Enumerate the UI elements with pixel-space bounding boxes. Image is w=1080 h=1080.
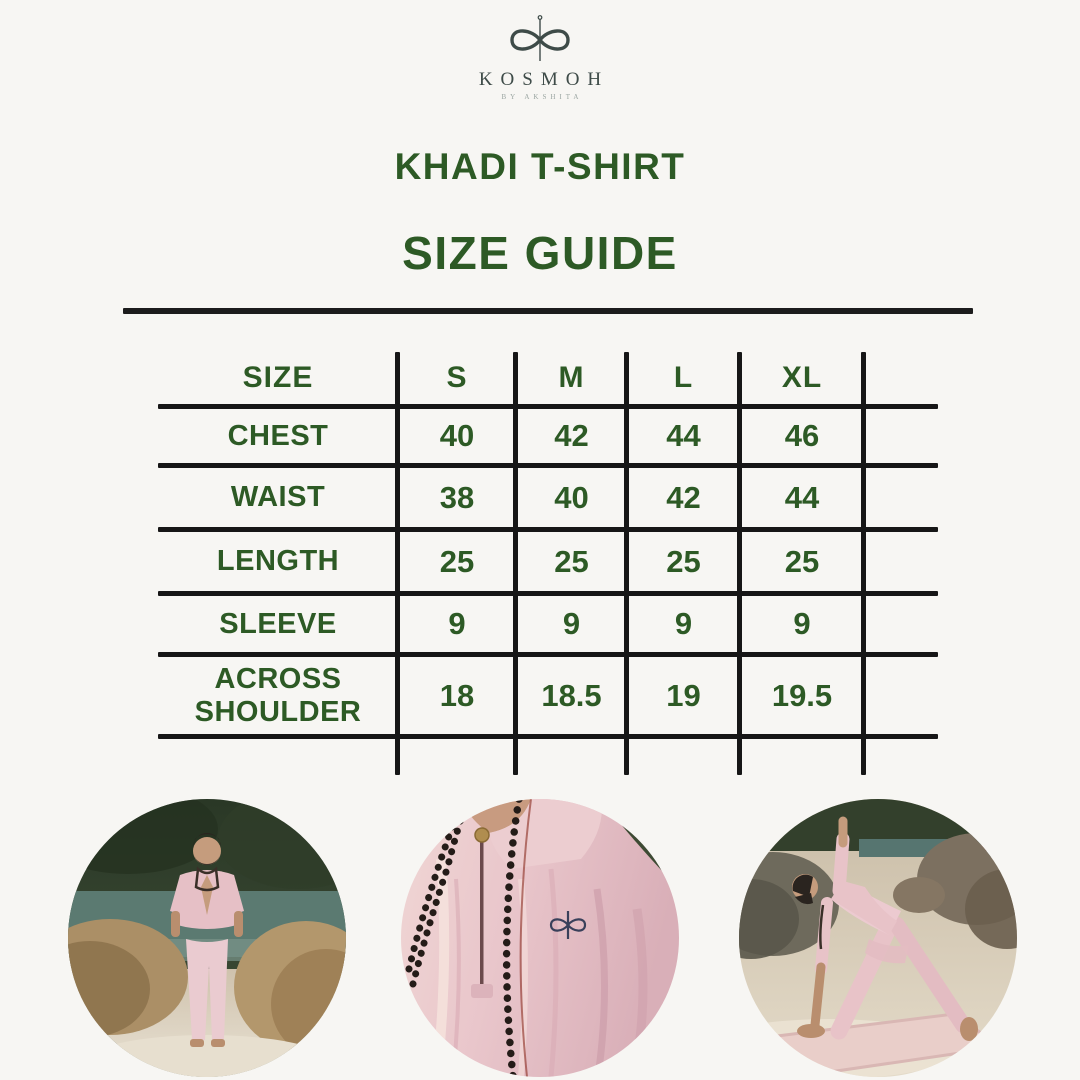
- table-row-sleeve: [158, 596, 938, 652]
- brand-name: KOSMOH: [478, 69, 610, 90]
- cell-value: 40: [439, 418, 475, 453]
- column-header-s: S: [446, 361, 468, 394]
- column-header-size: SIZE: [242, 361, 314, 394]
- cell-value: 40: [554, 479, 589, 515]
- cell-value: 42: [666, 479, 701, 515]
- table-row-across-shoulder: [158, 657, 938, 734]
- row-label: SLEEVE: [219, 607, 337, 640]
- cell-value: 42: [554, 418, 589, 453]
- photo-model-triangle-pose: [739, 799, 1017, 1077]
- row-label: ACROSS SHOULDER: [194, 663, 362, 728]
- cell-value: 44: [784, 479, 820, 515]
- row-label: CHEST: [227, 419, 329, 452]
- row-label: LENGTH: [216, 545, 340, 578]
- cell-value: 46: [784, 418, 820, 453]
- cell-value: 18: [439, 677, 475, 713]
- column-header-xl: XL: [781, 361, 823, 394]
- table-header-row: [158, 352, 938, 404]
- photo-model-standing-namaste: [68, 799, 346, 1077]
- cell-value: 25: [666, 543, 701, 579]
- cell-value: 9: [793, 606, 811, 641]
- cell-value: 9: [448, 606, 466, 641]
- divider-rule: [123, 308, 973, 314]
- cell-value: 25: [439, 543, 475, 579]
- cell-value: 38: [439, 479, 475, 515]
- table-row-chest: [158, 409, 938, 463]
- row-label: WAIST: [230, 481, 326, 514]
- cell-value: 9: [674, 606, 693, 641]
- table-row-length: [158, 532, 938, 591]
- cell-value: 18.5: [541, 677, 602, 713]
- cell-value: 19: [666, 677, 701, 713]
- cell-value: 25: [554, 543, 589, 579]
- page-title: SIZE GUIDE: [402, 227, 678, 279]
- table-row-waist: [158, 468, 938, 527]
- cell-value: 19.5: [771, 677, 833, 713]
- cell-value: 44: [666, 418, 701, 453]
- cell-value: 9: [562, 606, 581, 641]
- cell-value: 25: [784, 543, 820, 579]
- photo-khadi-shirt-closeup: [401, 799, 679, 1077]
- brand-header: [0, 12, 1080, 101]
- infinity-logo-icon: [465, 12, 615, 66]
- table-grid-line: [158, 734, 938, 739]
- column-header-m: M: [558, 361, 585, 394]
- size-table: [158, 352, 938, 775]
- brand-tagline: BY AKSHITA: [501, 93, 583, 101]
- column-header-l: L: [673, 361, 694, 394]
- product-title: KHADI T-SHIRT: [394, 146, 686, 187]
